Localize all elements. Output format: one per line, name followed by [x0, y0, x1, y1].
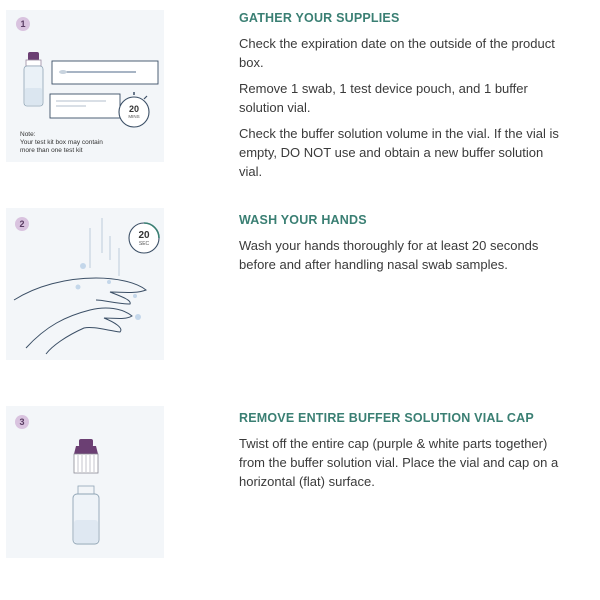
step-3-text — [239, 411, 569, 498]
step-paragraph: Wash your hands thoroughly for at least 20 seconds before and after handling nasal swab samples. — [239, 238, 539, 272]
step-number-badge: 2 — [15, 217, 29, 231]
note-line: more than one test kit — [20, 147, 83, 154]
timer-unit: MINS — [128, 114, 140, 119]
timer-unit: SEC — [138, 241, 150, 247]
step-1-text — [239, 11, 569, 188]
step-paragraph: Twist off the entire cap (purple & white parts together) from the buffer solution vial. Place the vial and cap on a horizontal (flat) surface. — [239, 436, 559, 489]
step-2-text — [239, 213, 569, 281]
step-1-illustration — [6, 10, 164, 162]
note-label: Note: — [20, 131, 36, 138]
timer-value: 20 — [138, 230, 150, 241]
step-2-illustration — [6, 208, 164, 360]
step-paragraph: Check the expiration date on the outside of the product box. — [239, 36, 555, 70]
step-paragraph: Remove 1 swab, 1 test device pouch, and 1 buffer solution vial. — [239, 81, 528, 115]
step-paragraph: Check the buffer solution volume in the vial. If the vial is empty, DO NOT use and obtain a new buffer solution vial. — [239, 126, 559, 179]
kit-note — [20, 131, 103, 155]
step-number-badge: 1 — [16, 17, 30, 31]
step-heading: WASH YOUR HANDS — [239, 213, 367, 227]
step-number-badge: 3 — [15, 415, 29, 429]
timer-value: 20 — [128, 104, 139, 114]
step-heading: REMOVE ENTIRE BUFFER SOLUTION VIAL CAP — [239, 411, 534, 425]
note-line: Your test kit box may contain — [20, 139, 103, 146]
step-heading: GATHER YOUR SUPPLIES — [239, 11, 400, 25]
vial-cap-illustration — [6, 406, 164, 558]
step-3-illustration — [6, 406, 164, 558]
